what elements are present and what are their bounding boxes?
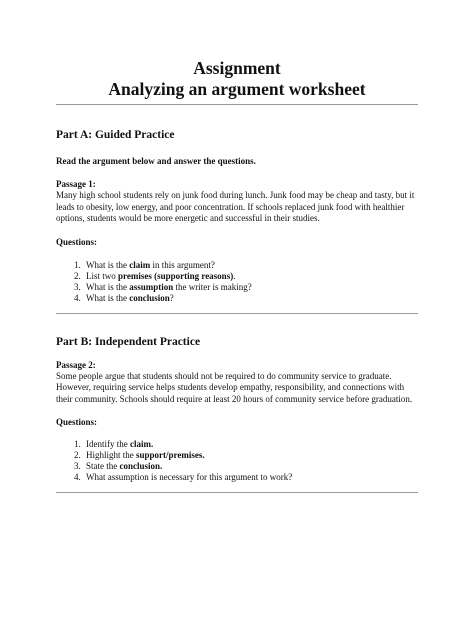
question-keyword: assumption: [129, 281, 174, 292]
question-text: .: [233, 270, 236, 281]
question-keyword: claim.: [130, 439, 154, 449]
part-a-question-list: [56, 260, 418, 304]
question-item: [83, 260, 418, 271]
question-item: [83, 439, 418, 450]
question-keyword: premises (supporting reasons): [118, 270, 234, 281]
question-text: What assumption is necessary for this argument to work?: [86, 472, 293, 482]
question-text: the writer is making?: [173, 281, 252, 292]
question-keyword: support/premises.: [136, 450, 205, 460]
part-a-heading: Part A: Guided Practice: [56, 129, 175, 141]
question-text: List two: [86, 270, 119, 281]
question-text: What is the: [86, 259, 130, 270]
part-b-question-list: [56, 439, 418, 483]
question-item: [83, 293, 418, 304]
passage-2-label: Passage 2:: [56, 359, 96, 370]
question-item: [83, 461, 418, 472]
question-text: Identify the: [86, 439, 130, 449]
part-b-heading: Part B: Independent Practice: [56, 335, 201, 348]
part-b-divider: [56, 492, 418, 493]
passage-1-label: Passage 1:: [56, 179, 96, 189]
document-title: [56, 58, 418, 100]
part-a-section: [56, 128, 418, 314]
question-keyword: conclusion.: [119, 461, 163, 471]
question-text: What is the: [86, 292, 130, 303]
question-item: [83, 450, 418, 461]
part-a-divider: [56, 313, 418, 314]
question-keyword: claim: [129, 259, 151, 270]
part-b-section: [56, 335, 418, 494]
question-text: in this argument?: [150, 259, 215, 270]
part-a-instruction: Read the argument below and answer the questions.: [56, 156, 256, 166]
part-a-questions-label: Questions:: [56, 236, 98, 247]
passage-2-text: Some people argue that students should not be required to do community service to graduate. However, requiring service helps students develop empathy, responsibility, and connections with their community. Schools should require at least 20 hours of community service before graduation.: [56, 370, 413, 404]
question-text: What is the: [86, 281, 130, 292]
question-keyword: conclusion: [129, 292, 170, 303]
title-line-1: Assignment: [193, 58, 281, 78]
question-item: [83, 282, 418, 293]
title-line-2: Analyzing an argument worksheet: [108, 79, 366, 99]
question-item: [83, 271, 418, 282]
passage-1-text: Many high school students rely on junk food during lunch. Junk food may be cheap and tasty, but it leads to obesity, low energy, and poor concentration. If schools replaced junk food with healthier options, students would be more energetic and successful in their studies.: [56, 190, 415, 223]
part-b-questions-label: Questions:: [56, 417, 98, 427]
title-divider: [56, 104, 418, 105]
question-text: ?: [169, 292, 174, 303]
question-item: [83, 472, 418, 483]
question-text: Highlight the: [86, 450, 136, 460]
question-text: State the: [86, 461, 120, 471]
